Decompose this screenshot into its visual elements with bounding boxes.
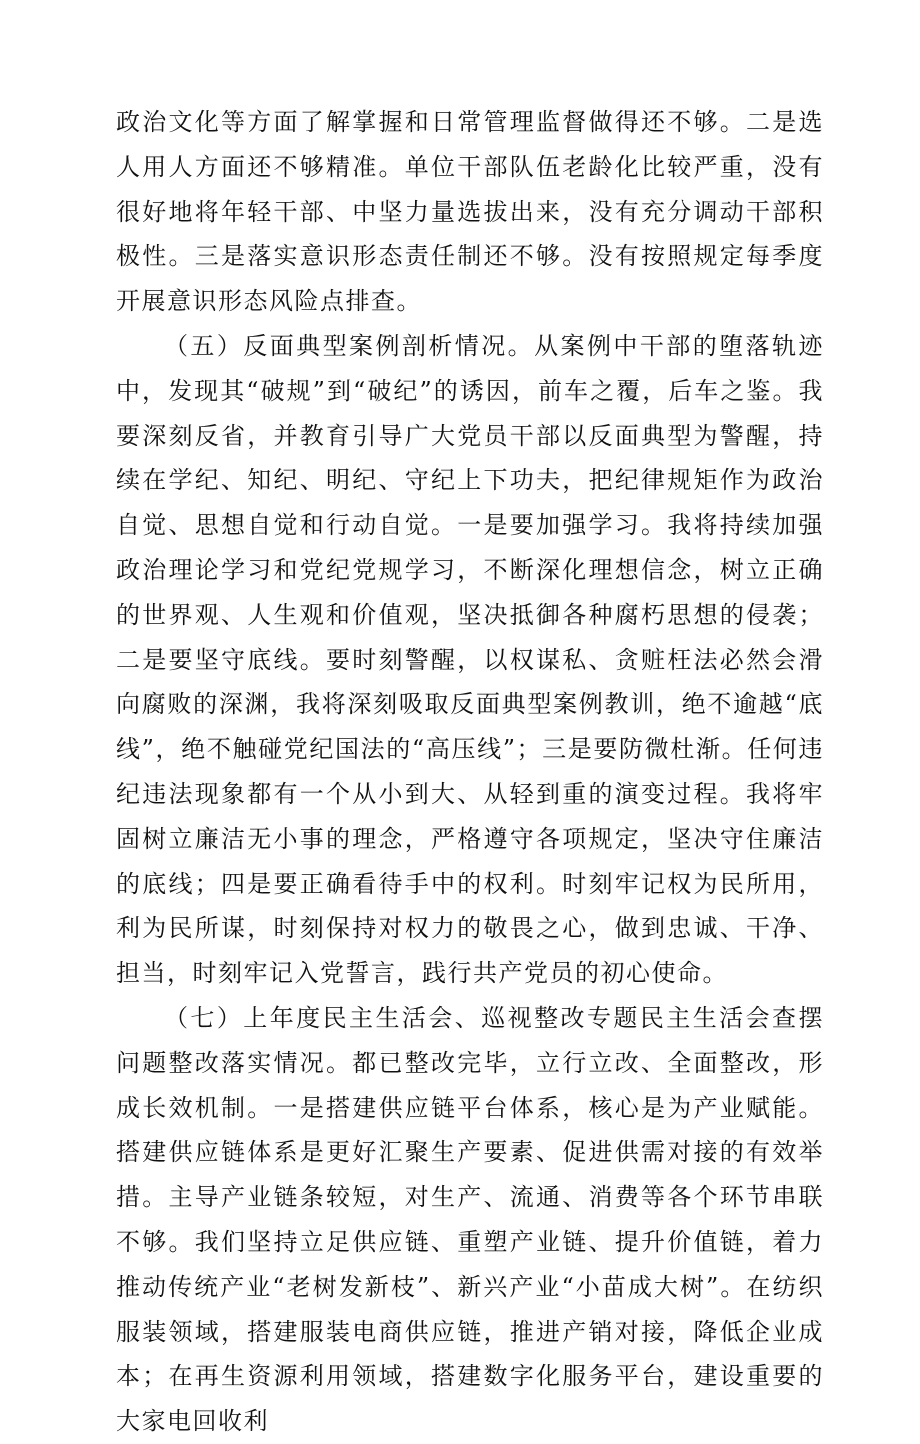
paragraph-political-culture: 政治文化等方面了解掌握和日常管理监督做得还不够。二是选人用人方面还不够精准。单位干部队伍老龄化比较严重，没有很好地将年轻干部、中坚力量选拔出来，没有充分调动干部积极性。三是落实意识形态责任制还不够。没有按照规定每季度开展意识形态风险点排查。 bbox=[116, 108, 824, 316]
paragraph-negative-case-analysis: （五）反面典型案例剖析情况。从案例中干部的堕落轨迹中，发现其“破规”到“破纪”的诱因，前车之覆，后车之鉴。我要深刻反省，并教育引导广大党员干部以反面典型为警醒，持续在学纪、知纪、明纪、守纪上下功夫，把纪律规矩作为政治自觉、思想自觉和行动自觉。一是要加强学习。我将持续加强政治理论学习和党纪党规学习，不断深化理想信念，树立正确的世界观、人生观和价值观，坚决抵御各种腐朽思想的侵袭；二是要坚守底线。要时刻警醒，以权谋私、贪赃枉法必然会滑向腐败的深渊，我将深刻吸取反面典型案例教训，绝不逾越“底线”，绝不触碰党纪国法的“高压线”；三是要防微杜渐。任何违纪违法现象都有一个从小到大、从轻到重的演变过程。我将牢固树立廉洁无小事的理念，严格遵守各项规定，坚决守住廉洁的底线；四是要正确看待手中的权利。时刻牢记权为民所用，利为民所谋，时刻保持对权力的敬畏之心，做到忠诚、干净、担当，时刻牢记入党誓言，践行共产党员的初心使命。 bbox=[116, 331, 824, 988]
document-body bbox=[116, 100, 824, 1444]
paragraph-rectification-status: （七）上年度民主生活会、巡视整改专题民主生活会查摆问题整改落实情况。都已整改完毕，立行立改、全面整改，形成长效机制。一是搭建供应链平台体系，核心是为产业赋能。搭建供应链体系是更好汇聚生产要素、促进供需对接的有效举措。主导产业链条较短，对生产、流通、消费等各个环节串联不够。我们坚持立足供应链、重塑产业链、提升价值链，着力推动传统产业“老树发新枝”、新兴产业“小苗成大树”。在纺织服装领域，搭建服装电商供应链，推进产销对接，降低企业成本；在再生资源利用领域，搭建数字化服务平台，建设重要的大家电回收利 bbox=[116, 1003, 824, 1436]
